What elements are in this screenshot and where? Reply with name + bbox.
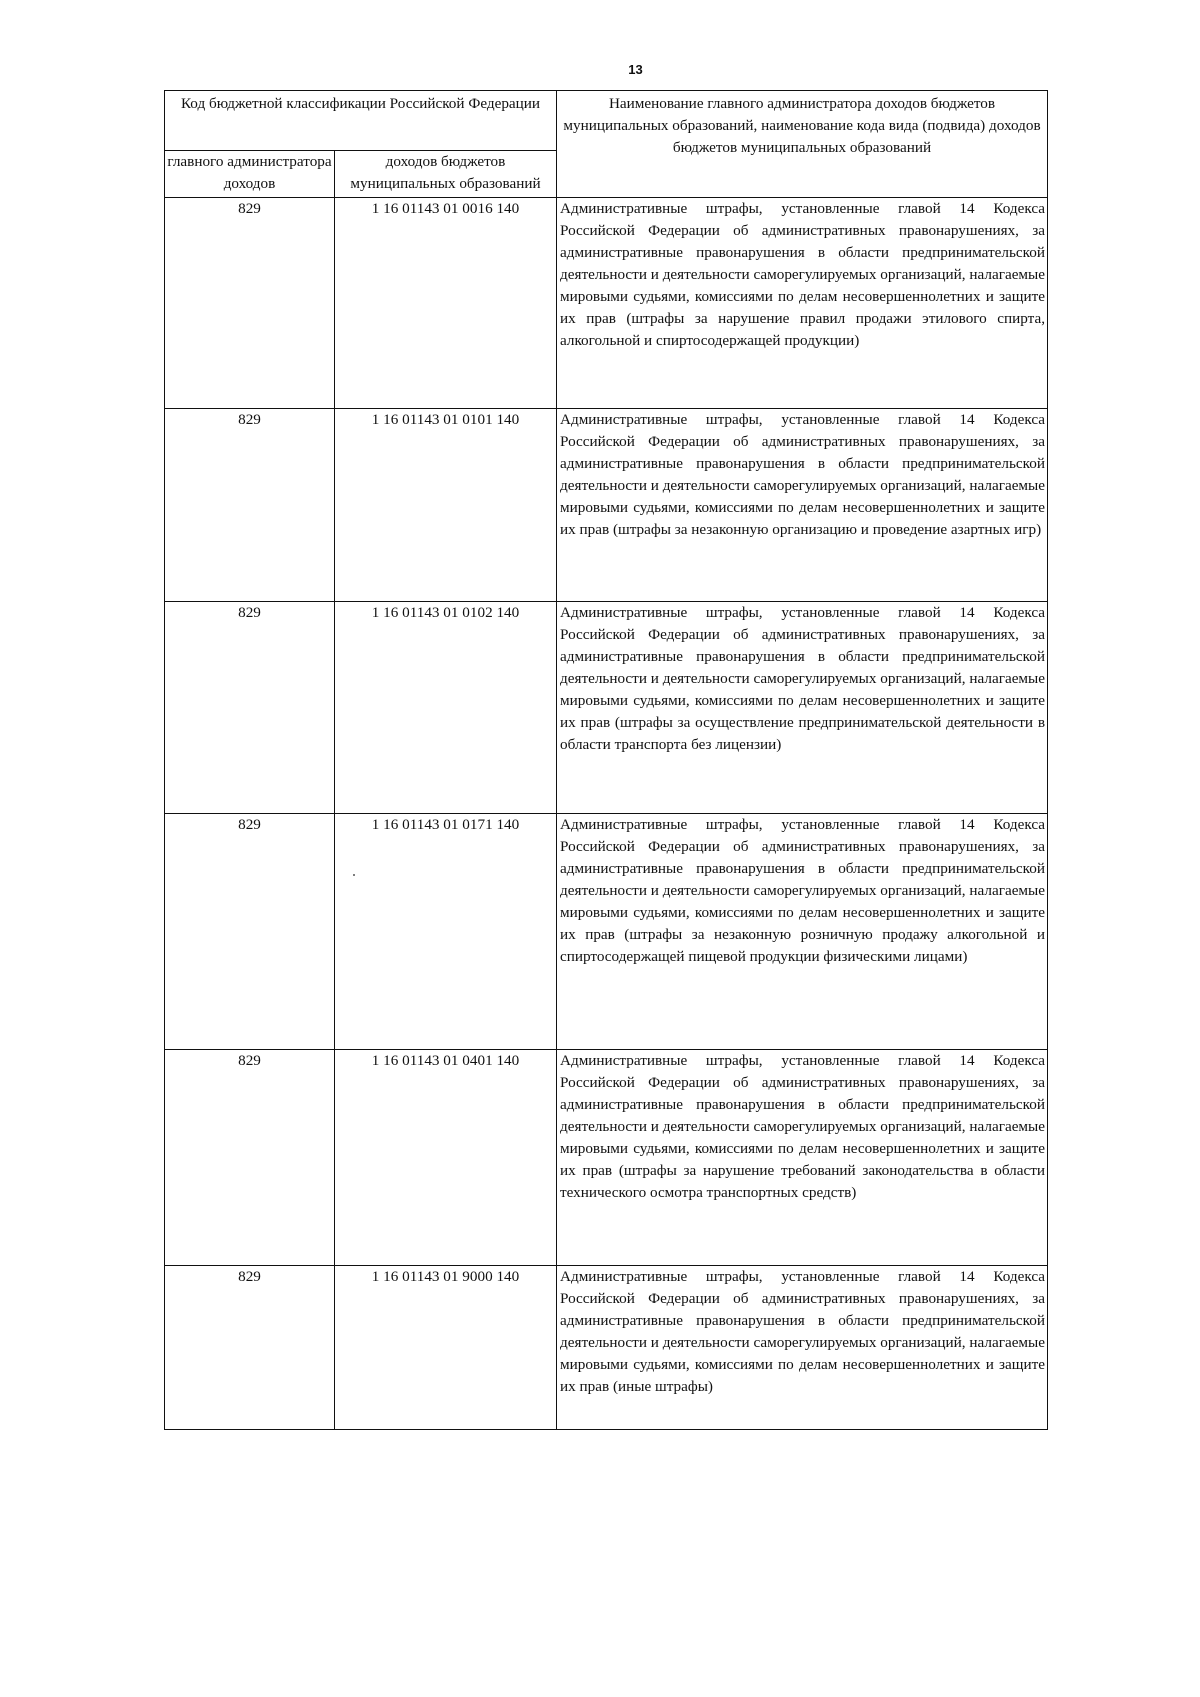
income-code-cell: 1 16 01143 01 9000 140 <box>335 1266 557 1430</box>
table-row <box>165 409 1048 602</box>
income-code-cell: 1 16 01143 01 0101 140 <box>335 409 557 602</box>
income-name-cell: Административные штрафы, установленные главой 14 Кодекса Российской Федерации об административных правонарушениях, за административные правонарушения в области предпринимательской деятельности и деятельности саморегулируемых организаций, налагаемые мировыми судьями, комиссиями по делам несовершеннолетних и защите их прав (штрафы за незаконную розничную продажу алкогольной и спиртосодержащей пищевой продукции физическими лицами) <box>557 814 1048 1050</box>
income-code-cell: 1 16 01143 01 0102 140 <box>335 602 557 814</box>
table-header-row <box>165 91 1048 151</box>
header-name-column: Наименование главного администратора доходов бюджетов муниципальных образований, наименование кода вида (подвида) доходов бюджетов муниципальных образований <box>557 91 1048 198</box>
income-code-cell: 1 16 01143 01 0016 140 <box>335 198 557 409</box>
admin-code-cell: 829 <box>165 1050 335 1266</box>
admin-code-cell: 829 <box>165 198 335 409</box>
header-admin-column: главного администратора доходов <box>165 151 335 198</box>
header-budget-code-group: Код бюджетной классификации Российской Федерации <box>165 91 557 151</box>
income-name-cell: Административные штрафы, установленные главой 14 Кодекса Российской Федерации об административных правонарушениях, за административные правонарушения в области предпринимательской деятельности и деятельности саморегулируемых организаций, налагаемые мировыми судьями, комиссиями по делам несовершеннолетних и защите их прав (штрафы за нарушение требований законодательства в области технического осмотра транспортных средств) <box>557 1050 1048 1266</box>
budget-classification-table <box>164 90 1048 1430</box>
header-income-code-column: доходов бюджетов муниципальных образований <box>335 151 557 198</box>
income-code-cell: 1 16 01143 01 0401 140 <box>335 1050 557 1266</box>
admin-code-cell: 829 <box>165 409 335 602</box>
income-name-cell: Административные штрафы, установленные главой 14 Кодекса Российской Федерации об административных правонарушениях, за административные правонарушения в области предпринимательской деятельности и деятельности саморегулируемых организаций, налагаемые мировыми судьями, комиссиями по делам несовершеннолетних и защите их прав (иные штрафы) <box>557 1266 1048 1430</box>
income-name-cell: Административные штрафы, установленные главой 14 Кодекса Российской Федерации об административных правонарушениях, за административные правонарушения в области предпринимательской деятельности и деятельности саморегулируемых организаций, налагаемые мировыми судьями, комиссиями по делам несовершеннолетних и защите их прав (штрафы за осуществление предпринимательской деятельности в области транспорта без лицензии) <box>557 602 1048 814</box>
table-row <box>165 1266 1048 1430</box>
scan-artifact-dot <box>353 874 355 876</box>
admin-code-cell: 829 <box>165 1266 335 1430</box>
income-name-cell: Административные штрафы, установленные главой 14 Кодекса Российской Федерации об административных правонарушениях, за административные правонарушения в области предпринимательской деятельности и деятельности саморегулируемых организаций, налагаемые мировыми судьями, комиссиями по делам несовершеннолетних и защите их прав (штрафы за нарушение правил продажи этилового спирта, алкогольной и спиртосодержащей продукции) <box>557 198 1048 409</box>
income-code-cell: 1 16 01143 01 0171 140 <box>335 814 557 1050</box>
table-row <box>165 602 1048 814</box>
table-row <box>165 1050 1048 1266</box>
admin-code-cell: 829 <box>165 814 335 1050</box>
income-name-cell: Административные штрафы, установленные главой 14 Кодекса Российской Федерации об административных правонарушениях, за административные правонарушения в области предпринимательской деятельности и деятельности саморегулируемых организаций, налагаемые мировыми судьями, комиссиями по делам несовершеннолетних и защите их прав (штрафы за незаконную организацию и проведение азартных игр) <box>557 409 1048 602</box>
table-row <box>165 814 1048 1050</box>
table-row <box>165 198 1048 409</box>
page-number: 13 <box>628 62 643 77</box>
admin-code-cell: 829 <box>165 602 335 814</box>
